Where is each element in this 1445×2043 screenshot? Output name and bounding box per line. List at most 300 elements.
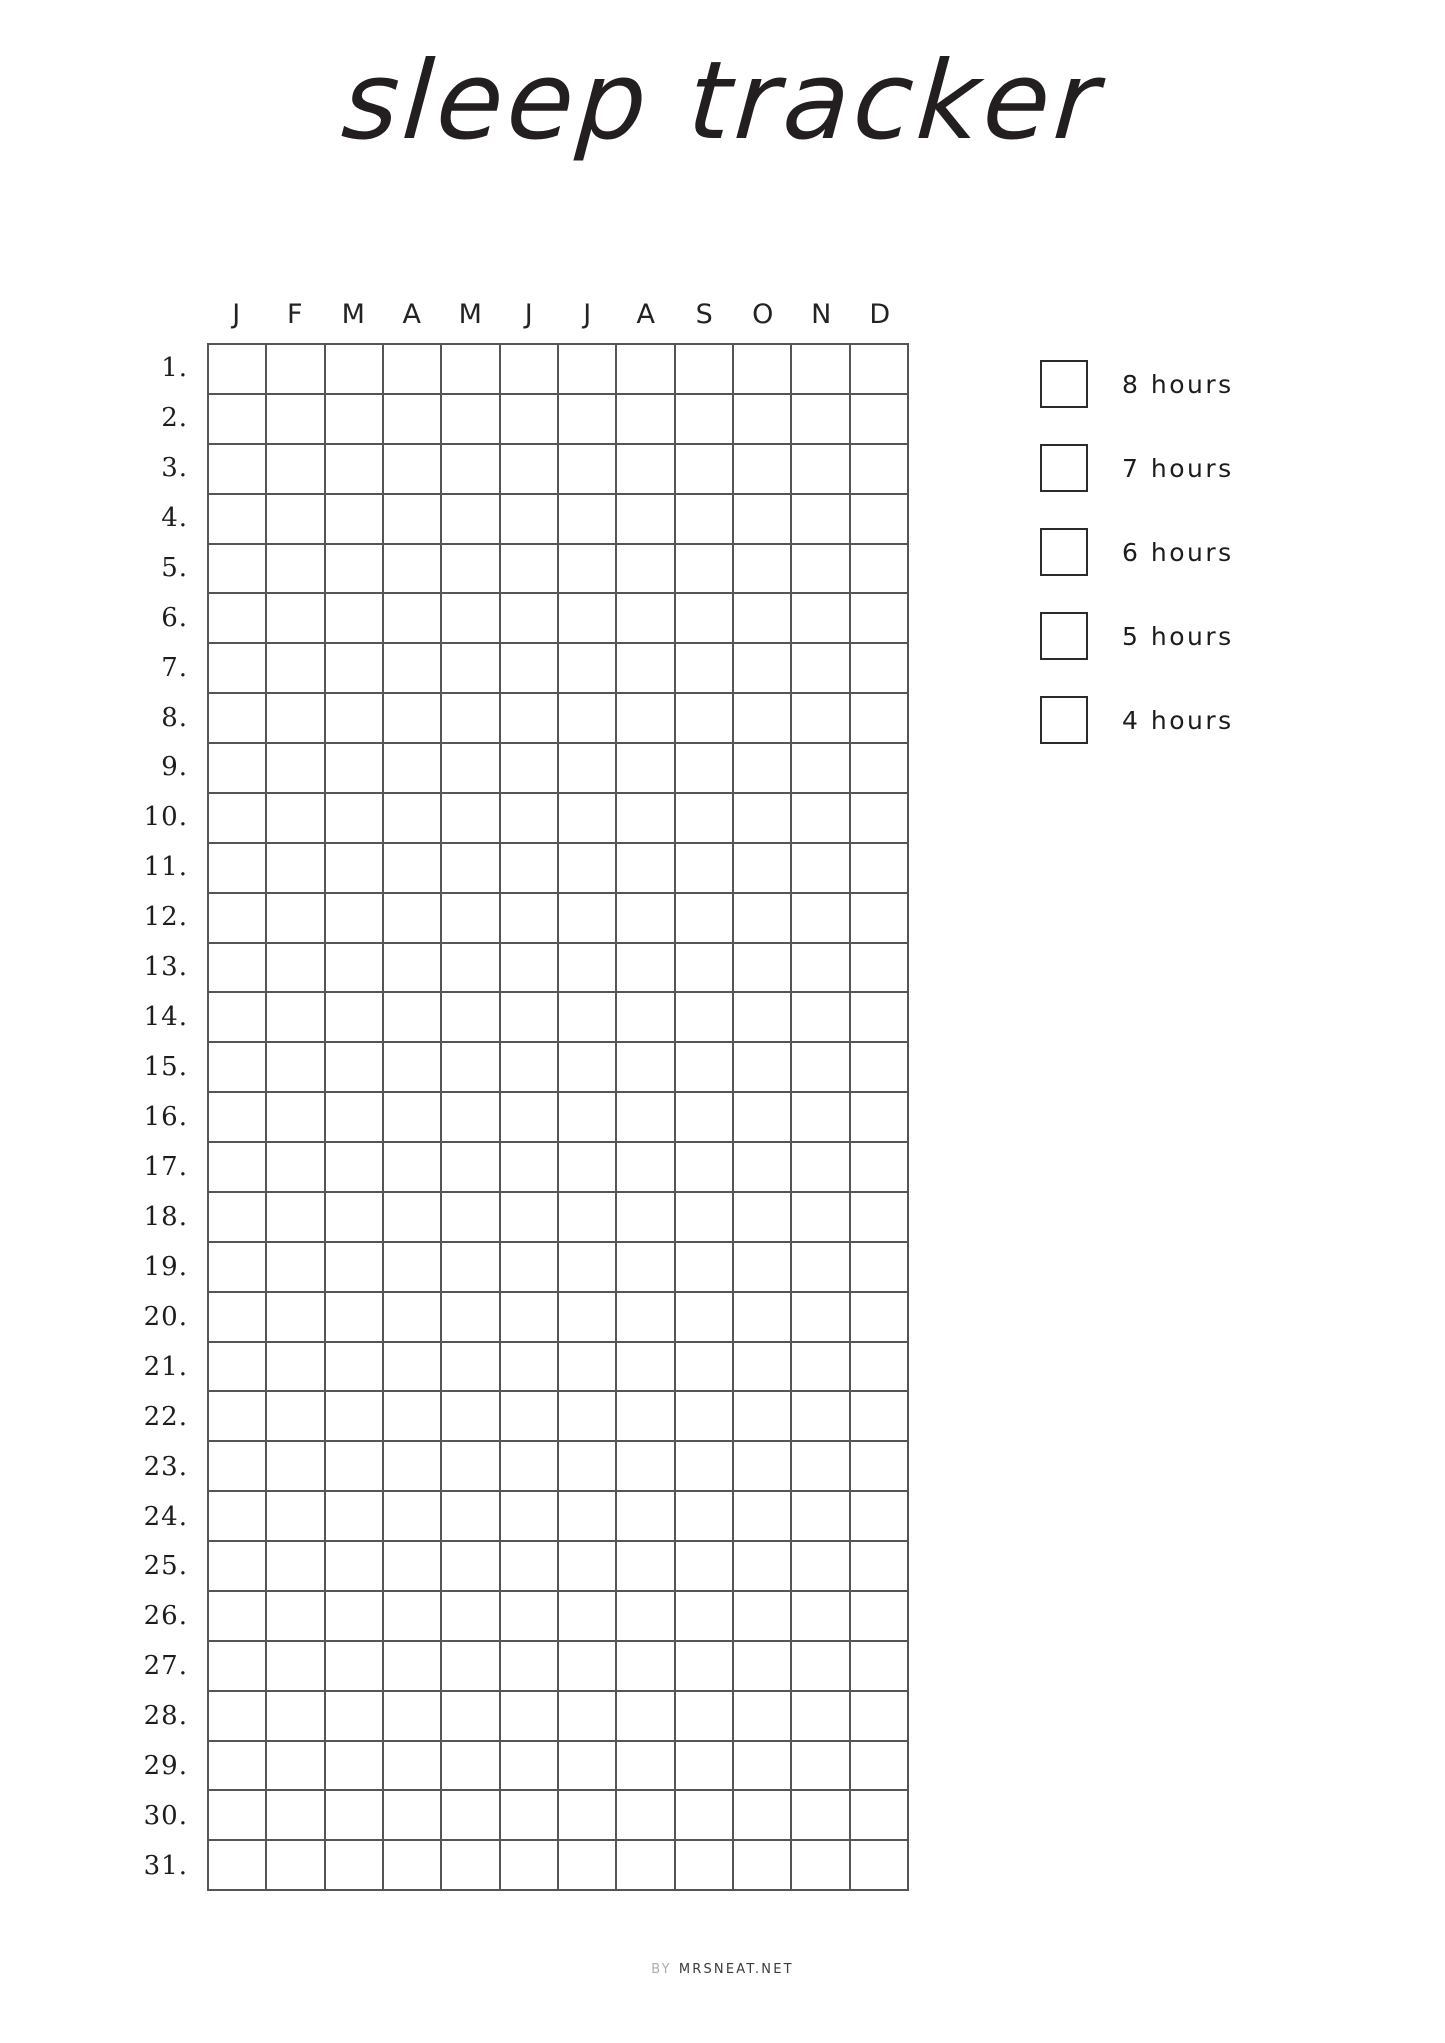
grid-cell-F-10[interactable] <box>267 794 325 844</box>
grid-cell-J-27[interactable] <box>501 1642 559 1692</box>
grid-cell-S-16[interactable] <box>676 1093 734 1143</box>
grid-cell-A-5[interactable] <box>617 545 675 595</box>
grid-cell-J-16[interactable] <box>501 1093 559 1143</box>
grid-cell-J-4[interactable] <box>559 495 617 545</box>
grid-cell-J-24[interactable] <box>559 1492 617 1542</box>
grid-cell-S-29[interactable] <box>676 1742 734 1792</box>
grid-cell-O-6[interactable] <box>734 594 792 644</box>
grid-cell-S-26[interactable] <box>676 1592 734 1642</box>
grid-cell-M-15[interactable] <box>442 1043 500 1093</box>
legend-item-7-hours[interactable] <box>1040 444 1340 492</box>
grid-cell-J-22[interactable] <box>209 1392 267 1442</box>
grid-cell-M-20[interactable] <box>442 1293 500 1343</box>
grid-cell-A-23[interactable] <box>384 1442 442 1492</box>
grid-cell-M-18[interactable] <box>326 1193 384 1243</box>
grid-cell-N-27[interactable] <box>792 1642 850 1692</box>
grid-cell-J-25[interactable] <box>501 1542 559 1592</box>
grid-cell-A-3[interactable] <box>617 445 675 495</box>
grid-cell-S-5[interactable] <box>676 545 734 595</box>
grid-cell-M-13[interactable] <box>326 944 384 994</box>
grid-cell-O-12[interactable] <box>734 894 792 944</box>
grid-cell-F-30[interactable] <box>267 1791 325 1841</box>
grid-cell-N-22[interactable] <box>792 1392 850 1442</box>
grid-cell-F-9[interactable] <box>267 744 325 794</box>
grid-cell-J-15[interactable] <box>209 1043 267 1093</box>
grid-cell-M-22[interactable] <box>442 1392 500 1442</box>
grid-cell-M-25[interactable] <box>326 1542 384 1592</box>
grid-cell-F-3[interactable] <box>267 445 325 495</box>
grid-cell-S-27[interactable] <box>676 1642 734 1692</box>
grid-cell-J-24[interactable] <box>501 1492 559 1542</box>
grid-cell-A-1[interactable] <box>617 345 675 395</box>
grid-cell-A-10[interactable] <box>617 794 675 844</box>
grid-cell-D-28[interactable] <box>851 1692 909 1742</box>
grid-cell-A-31[interactable] <box>617 1841 675 1891</box>
grid-cell-A-8[interactable] <box>617 694 675 744</box>
grid-cell-N-15[interactable] <box>792 1043 850 1093</box>
grid-cell-M-19[interactable] <box>326 1243 384 1293</box>
grid-cell-J-27[interactable] <box>209 1642 267 1692</box>
grid-cell-J-12[interactable] <box>209 894 267 944</box>
grid-cell-O-4[interactable] <box>734 495 792 545</box>
grid-cell-J-29[interactable] <box>209 1742 267 1792</box>
legend-item-8-hours[interactable] <box>1040 360 1340 408</box>
grid-cell-A-21[interactable] <box>617 1343 675 1393</box>
grid-cell-J-20[interactable] <box>209 1293 267 1343</box>
grid-cell-A-11[interactable] <box>617 844 675 894</box>
grid-cell-J-9[interactable] <box>501 744 559 794</box>
grid-cell-N-16[interactable] <box>792 1093 850 1143</box>
grid-cell-N-17[interactable] <box>792 1143 850 1193</box>
grid-cell-D-6[interactable] <box>851 594 909 644</box>
grid-cell-A-26[interactable] <box>617 1592 675 1642</box>
grid-cell-N-12[interactable] <box>792 894 850 944</box>
grid-cell-J-17[interactable] <box>559 1143 617 1193</box>
grid-cell-N-4[interactable] <box>792 495 850 545</box>
grid-cell-S-13[interactable] <box>676 944 734 994</box>
grid-cell-M-24[interactable] <box>326 1492 384 1542</box>
grid-cell-S-22[interactable] <box>676 1392 734 1442</box>
grid-cell-F-25[interactable] <box>267 1542 325 1592</box>
grid-cell-N-24[interactable] <box>792 1492 850 1542</box>
grid-cell-J-13[interactable] <box>559 944 617 994</box>
grid-cell-A-8[interactable] <box>384 694 442 744</box>
grid-cell-F-4[interactable] <box>267 495 325 545</box>
grid-cell-A-9[interactable] <box>384 744 442 794</box>
grid-cell-S-12[interactable] <box>676 894 734 944</box>
grid-cell-D-19[interactable] <box>851 1243 909 1293</box>
grid-cell-M-2[interactable] <box>442 395 500 445</box>
grid-cell-N-8[interactable] <box>792 694 850 744</box>
grid-cell-F-13[interactable] <box>267 944 325 994</box>
grid-cell-M-22[interactable] <box>326 1392 384 1442</box>
grid-cell-M-12[interactable] <box>442 894 500 944</box>
grid-cell-J-23[interactable] <box>559 1442 617 1492</box>
grid-cell-N-2[interactable] <box>792 395 850 445</box>
grid-cell-J-19[interactable] <box>559 1243 617 1293</box>
grid-cell-A-24[interactable] <box>384 1492 442 1542</box>
grid-cell-J-19[interactable] <box>209 1243 267 1293</box>
grid-cell-J-2[interactable] <box>209 395 267 445</box>
grid-cell-A-6[interactable] <box>617 594 675 644</box>
grid-cell-A-14[interactable] <box>617 993 675 1043</box>
grid-cell-J-29[interactable] <box>559 1742 617 1792</box>
grid-cell-S-20[interactable] <box>676 1293 734 1343</box>
grid-cell-O-24[interactable] <box>734 1492 792 1542</box>
grid-cell-M-12[interactable] <box>326 894 384 944</box>
grid-cell-F-27[interactable] <box>267 1642 325 1692</box>
grid-cell-A-18[interactable] <box>384 1193 442 1243</box>
grid-cell-J-6[interactable] <box>559 594 617 644</box>
grid-cell-A-15[interactable] <box>617 1043 675 1093</box>
grid-cell-O-28[interactable] <box>734 1692 792 1742</box>
grid-cell-J-20[interactable] <box>501 1293 559 1343</box>
grid-cell-N-1[interactable] <box>792 345 850 395</box>
grid-cell-A-25[interactable] <box>617 1542 675 1592</box>
grid-cell-D-14[interactable] <box>851 993 909 1043</box>
grid-cell-J-4[interactable] <box>501 495 559 545</box>
grid-cell-J-7[interactable] <box>559 644 617 694</box>
grid-cell-F-31[interactable] <box>267 1841 325 1891</box>
grid-cell-A-13[interactable] <box>384 944 442 994</box>
grid-cell-O-25[interactable] <box>734 1542 792 1592</box>
grid-cell-J-11[interactable] <box>209 844 267 894</box>
grid-cell-J-3[interactable] <box>501 445 559 495</box>
grid-cell-J-22[interactable] <box>501 1392 559 1442</box>
grid-cell-D-5[interactable] <box>851 545 909 595</box>
grid-cell-S-25[interactable] <box>676 1542 734 1592</box>
grid-cell-M-30[interactable] <box>442 1791 500 1841</box>
grid-cell-D-23[interactable] <box>851 1442 909 1492</box>
grid-cell-A-20[interactable] <box>384 1293 442 1343</box>
grid-cell-F-2[interactable] <box>267 395 325 445</box>
grid-cell-M-13[interactable] <box>442 944 500 994</box>
grid-cell-F-15[interactable] <box>267 1043 325 1093</box>
grid-cell-O-26[interactable] <box>734 1592 792 1642</box>
grid-cell-S-28[interactable] <box>676 1692 734 1742</box>
grid-cell-S-4[interactable] <box>676 495 734 545</box>
grid-cell-J-26[interactable] <box>501 1592 559 1642</box>
grid-cell-O-11[interactable] <box>734 844 792 894</box>
grid-cell-F-8[interactable] <box>267 694 325 744</box>
grid-cell-J-30[interactable] <box>209 1791 267 1841</box>
grid-cell-A-28[interactable] <box>617 1692 675 1742</box>
grid-cell-O-15[interactable] <box>734 1043 792 1093</box>
grid-cell-J-26[interactable] <box>209 1592 267 1642</box>
grid-cell-J-11[interactable] <box>559 844 617 894</box>
grid-cell-M-28[interactable] <box>442 1692 500 1742</box>
grid-cell-A-4[interactable] <box>384 495 442 545</box>
grid-cell-A-30[interactable] <box>384 1791 442 1841</box>
grid-cell-J-17[interactable] <box>209 1143 267 1193</box>
grid-cell-N-7[interactable] <box>792 644 850 694</box>
grid-cell-F-20[interactable] <box>267 1293 325 1343</box>
grid-cell-A-1[interactable] <box>384 345 442 395</box>
grid-cell-S-3[interactable] <box>676 445 734 495</box>
grid-cell-A-30[interactable] <box>617 1791 675 1841</box>
grid-cell-J-12[interactable] <box>501 894 559 944</box>
grid-cell-J-7[interactable] <box>501 644 559 694</box>
grid-cell-O-14[interactable] <box>734 993 792 1043</box>
grid-cell-J-9[interactable] <box>559 744 617 794</box>
grid-cell-O-8[interactable] <box>734 694 792 744</box>
grid-cell-A-5[interactable] <box>384 545 442 595</box>
grid-cell-D-4[interactable] <box>851 495 909 545</box>
grid-cell-M-28[interactable] <box>326 1692 384 1742</box>
grid-cell-N-6[interactable] <box>792 594 850 644</box>
grid-cell-D-11[interactable] <box>851 844 909 894</box>
grid-cell-M-26[interactable] <box>442 1592 500 1642</box>
grid-cell-M-5[interactable] <box>326 545 384 595</box>
grid-cell-D-12[interactable] <box>851 894 909 944</box>
grid-cell-O-10[interactable] <box>734 794 792 844</box>
grid-cell-S-1[interactable] <box>676 345 734 395</box>
grid-cell-N-9[interactable] <box>792 744 850 794</box>
grid-cell-D-21[interactable] <box>851 1343 909 1393</box>
grid-cell-O-22[interactable] <box>734 1392 792 1442</box>
grid-cell-O-2[interactable] <box>734 395 792 445</box>
grid-cell-A-2[interactable] <box>617 395 675 445</box>
grid-cell-O-13[interactable] <box>734 944 792 994</box>
grid-cell-J-30[interactable] <box>501 1791 559 1841</box>
grid-cell-S-7[interactable] <box>676 644 734 694</box>
grid-cell-D-9[interactable] <box>851 744 909 794</box>
grid-cell-A-11[interactable] <box>384 844 442 894</box>
grid-cell-M-8[interactable] <box>326 694 384 744</box>
grid-cell-D-31[interactable] <box>851 1841 909 1891</box>
grid-cell-M-17[interactable] <box>326 1143 384 1193</box>
grid-cell-A-17[interactable] <box>617 1143 675 1193</box>
grid-cell-M-26[interactable] <box>326 1592 384 1642</box>
grid-cell-A-28[interactable] <box>384 1692 442 1742</box>
grid-cell-S-30[interactable] <box>676 1791 734 1841</box>
grid-cell-S-19[interactable] <box>676 1243 734 1293</box>
grid-cell-J-28[interactable] <box>501 1692 559 1742</box>
grid-cell-A-16[interactable] <box>617 1093 675 1143</box>
grid-cell-O-16[interactable] <box>734 1093 792 1143</box>
grid-cell-D-22[interactable] <box>851 1392 909 1442</box>
grid-cell-D-30[interactable] <box>851 1791 909 1841</box>
grid-cell-J-16[interactable] <box>559 1093 617 1143</box>
grid-cell-D-3[interactable] <box>851 445 909 495</box>
grid-cell-D-27[interactable] <box>851 1642 909 1692</box>
grid-cell-M-27[interactable] <box>326 1642 384 1692</box>
grid-cell-M-21[interactable] <box>326 1343 384 1393</box>
grid-cell-F-19[interactable] <box>267 1243 325 1293</box>
grid-cell-N-28[interactable] <box>792 1692 850 1742</box>
grid-cell-J-2[interactable] <box>501 395 559 445</box>
grid-cell-A-22[interactable] <box>617 1392 675 1442</box>
grid-cell-J-26[interactable] <box>559 1592 617 1642</box>
legend-checkbox-8-hours[interactable] <box>1040 360 1088 408</box>
grid-cell-N-11[interactable] <box>792 844 850 894</box>
grid-cell-D-29[interactable] <box>851 1742 909 1792</box>
grid-cell-O-9[interactable] <box>734 744 792 794</box>
grid-cell-M-3[interactable] <box>442 445 500 495</box>
grid-cell-A-21[interactable] <box>384 1343 442 1393</box>
grid-cell-N-23[interactable] <box>792 1442 850 1492</box>
grid-cell-J-7[interactable] <box>209 644 267 694</box>
grid-cell-J-5[interactable] <box>559 545 617 595</box>
grid-cell-A-14[interactable] <box>384 993 442 1043</box>
grid-cell-M-31[interactable] <box>442 1841 500 1891</box>
grid-cell-M-20[interactable] <box>326 1293 384 1343</box>
grid-cell-J-5[interactable] <box>501 545 559 595</box>
grid-cell-A-31[interactable] <box>384 1841 442 1891</box>
grid-cell-M-6[interactable] <box>326 594 384 644</box>
grid-cell-D-2[interactable] <box>851 395 909 445</box>
grid-cell-F-6[interactable] <box>267 594 325 644</box>
grid-cell-O-27[interactable] <box>734 1642 792 1692</box>
grid-cell-D-25[interactable] <box>851 1542 909 1592</box>
grid-cell-M-4[interactable] <box>326 495 384 545</box>
grid-cell-A-29[interactable] <box>384 1742 442 1792</box>
grid-cell-J-8[interactable] <box>501 694 559 744</box>
grid-cell-J-27[interactable] <box>559 1642 617 1692</box>
grid-cell-F-28[interactable] <box>267 1692 325 1742</box>
legend-checkbox-6-hours[interactable] <box>1040 528 1088 576</box>
grid-cell-J-1[interactable] <box>501 345 559 395</box>
grid-cell-O-19[interactable] <box>734 1243 792 1293</box>
grid-cell-J-3[interactable] <box>559 445 617 495</box>
grid-cell-A-15[interactable] <box>384 1043 442 1093</box>
grid-cell-J-18[interactable] <box>559 1193 617 1243</box>
grid-cell-J-31[interactable] <box>501 1841 559 1891</box>
grid-cell-J-3[interactable] <box>209 445 267 495</box>
grid-cell-D-15[interactable] <box>851 1043 909 1093</box>
grid-cell-N-5[interactable] <box>792 545 850 595</box>
grid-cell-J-14[interactable] <box>209 993 267 1043</box>
legend-item-6-hours[interactable] <box>1040 528 1340 576</box>
grid-cell-J-17[interactable] <box>501 1143 559 1193</box>
grid-cell-S-6[interactable] <box>676 594 734 644</box>
grid-cell-J-13[interactable] <box>209 944 267 994</box>
grid-cell-A-27[interactable] <box>617 1642 675 1692</box>
legend-checkbox-5-hours[interactable] <box>1040 612 1088 660</box>
grid-cell-J-6[interactable] <box>501 594 559 644</box>
grid-cell-O-23[interactable] <box>734 1442 792 1492</box>
grid-cell-O-1[interactable] <box>734 345 792 395</box>
grid-cell-J-21[interactable] <box>559 1343 617 1393</box>
grid-cell-J-29[interactable] <box>501 1742 559 1792</box>
grid-cell-O-18[interactable] <box>734 1193 792 1243</box>
tracker-grid[interactable] <box>207 343 909 1891</box>
grid-cell-F-17[interactable] <box>267 1143 325 1193</box>
grid-cell-O-30[interactable] <box>734 1791 792 1841</box>
grid-cell-J-12[interactable] <box>559 894 617 944</box>
grid-cell-S-18[interactable] <box>676 1193 734 1243</box>
grid-cell-M-4[interactable] <box>442 495 500 545</box>
grid-cell-D-13[interactable] <box>851 944 909 994</box>
grid-cell-J-13[interactable] <box>501 944 559 994</box>
grid-cell-M-2[interactable] <box>326 395 384 445</box>
grid-cell-J-31[interactable] <box>559 1841 617 1891</box>
grid-cell-F-1[interactable] <box>267 345 325 395</box>
grid-cell-J-21[interactable] <box>209 1343 267 1393</box>
grid-cell-A-4[interactable] <box>617 495 675 545</box>
grid-cell-M-10[interactable] <box>326 794 384 844</box>
grid-cell-M-18[interactable] <box>442 1193 500 1243</box>
grid-cell-M-19[interactable] <box>442 1243 500 1293</box>
grid-cell-D-1[interactable] <box>851 345 909 395</box>
grid-cell-J-25[interactable] <box>209 1542 267 1592</box>
grid-cell-A-23[interactable] <box>617 1442 675 1492</box>
grid-cell-J-1[interactable] <box>209 345 267 395</box>
legend-checkbox-7-hours[interactable] <box>1040 444 1088 492</box>
grid-cell-A-3[interactable] <box>384 445 442 495</box>
grid-cell-J-24[interactable] <box>209 1492 267 1542</box>
grid-cell-J-4[interactable] <box>209 495 267 545</box>
grid-cell-A-7[interactable] <box>384 644 442 694</box>
grid-cell-M-23[interactable] <box>442 1442 500 1492</box>
grid-cell-A-19[interactable] <box>617 1243 675 1293</box>
grid-cell-F-23[interactable] <box>267 1442 325 1492</box>
grid-cell-N-19[interactable] <box>792 1243 850 1293</box>
grid-cell-O-29[interactable] <box>734 1742 792 1792</box>
grid-cell-S-8[interactable] <box>676 694 734 744</box>
grid-cell-A-27[interactable] <box>384 1642 442 1692</box>
grid-cell-F-26[interactable] <box>267 1592 325 1642</box>
grid-cell-F-29[interactable] <box>267 1742 325 1792</box>
grid-cell-J-23[interactable] <box>501 1442 559 1492</box>
grid-cell-J-9[interactable] <box>209 744 267 794</box>
grid-cell-N-20[interactable] <box>792 1293 850 1343</box>
grid-cell-F-11[interactable] <box>267 844 325 894</box>
grid-cell-D-7[interactable] <box>851 644 909 694</box>
grid-cell-A-26[interactable] <box>384 1592 442 1642</box>
grid-cell-O-20[interactable] <box>734 1293 792 1343</box>
grid-cell-F-22[interactable] <box>267 1392 325 1442</box>
grid-cell-F-12[interactable] <box>267 894 325 944</box>
grid-cell-N-10[interactable] <box>792 794 850 844</box>
grid-cell-M-17[interactable] <box>442 1143 500 1193</box>
grid-cell-D-17[interactable] <box>851 1143 909 1193</box>
grid-cell-J-5[interactable] <box>209 545 267 595</box>
grid-cell-O-31[interactable] <box>734 1841 792 1891</box>
grid-cell-F-14[interactable] <box>267 993 325 1043</box>
grid-cell-J-8[interactable] <box>209 694 267 744</box>
grid-cell-M-11[interactable] <box>326 844 384 894</box>
grid-cell-N-30[interactable] <box>792 1791 850 1841</box>
grid-cell-A-10[interactable] <box>384 794 442 844</box>
grid-cell-A-29[interactable] <box>617 1742 675 1792</box>
grid-cell-N-21[interactable] <box>792 1343 850 1393</box>
grid-cell-M-16[interactable] <box>326 1093 384 1143</box>
grid-cell-F-16[interactable] <box>267 1093 325 1143</box>
grid-cell-A-7[interactable] <box>617 644 675 694</box>
grid-cell-M-14[interactable] <box>442 993 500 1043</box>
grid-cell-M-9[interactable] <box>326 744 384 794</box>
grid-cell-J-18[interactable] <box>501 1193 559 1243</box>
grid-cell-A-18[interactable] <box>617 1193 675 1243</box>
grid-cell-M-15[interactable] <box>326 1043 384 1093</box>
grid-cell-A-6[interactable] <box>384 594 442 644</box>
grid-cell-S-15[interactable] <box>676 1043 734 1093</box>
grid-cell-N-26[interactable] <box>792 1592 850 1642</box>
legend-item-4-hours[interactable] <box>1040 696 1340 744</box>
grid-cell-M-30[interactable] <box>326 1791 384 1841</box>
grid-cell-N-18[interactable] <box>792 1193 850 1243</box>
grid-cell-J-31[interactable] <box>209 1841 267 1891</box>
grid-cell-S-31[interactable] <box>676 1841 734 1891</box>
grid-cell-J-28[interactable] <box>209 1692 267 1742</box>
grid-cell-J-14[interactable] <box>559 993 617 1043</box>
grid-cell-J-25[interactable] <box>559 1542 617 1592</box>
grid-cell-J-23[interactable] <box>209 1442 267 1492</box>
grid-cell-A-25[interactable] <box>384 1542 442 1592</box>
grid-cell-S-11[interactable] <box>676 844 734 894</box>
grid-cell-A-19[interactable] <box>384 1243 442 1293</box>
